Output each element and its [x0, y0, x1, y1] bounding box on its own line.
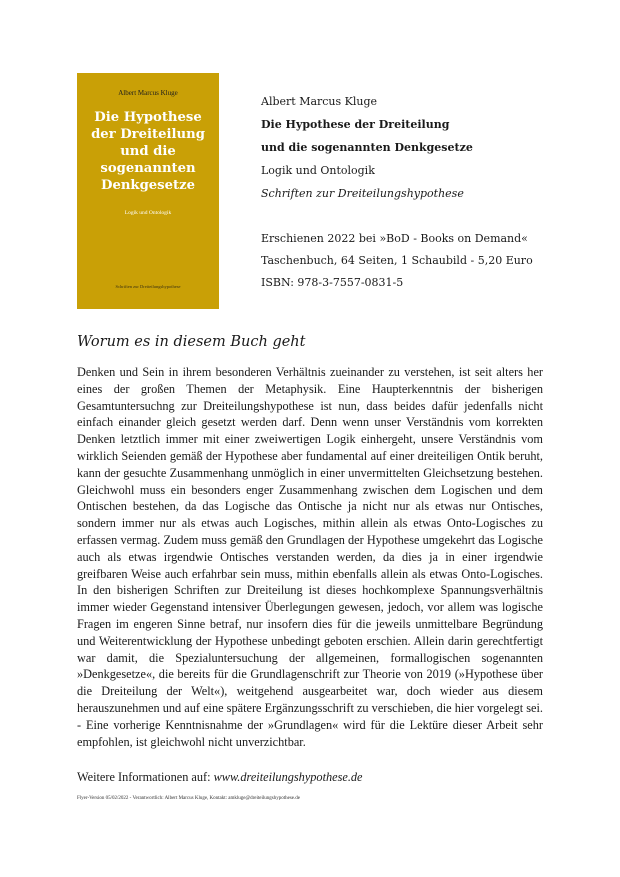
website-link[interactable]: www.dreiteilungshypothese.de [213, 770, 363, 784]
book-cover [77, 73, 219, 309]
cover-subtitle: Logik und Ontologik [124, 210, 172, 216]
section-heading: Worum es in diesem Buch geht [77, 334, 306, 350]
body-paragraph: Denken und Sein in ihrem besonderen Verhältnis zueinander zu verstehen, ist seit alters her eines der großen Themen der Metaphysik. Eine Haupterkenntnis der bisherigen Gesamtuntersuchng zur Dreiteilungshypothese ist nun, dass beides dafür jedenfalls nicht einfach einander gleich gesetzt werden darf. Denn wenn unser Verständnis vom korrekten Denken letztlich immer mit einer zweiwertigen Logik einhergeht, unsere Verständnis vom wirklich Seienden gemäß der Hypothese aber fundamental auf einer dreiteiligen Ontik beruht, kann der gesuchte Zusammenhang unmöglich in einer unvermittelten Gleichsetzung bestehen. Gleichwohl muss ein besonders enger Zusammenhang zwischen dem Logischen und dem Ontischen bestehen, da das Logische das Ontische ja nicht nur als etwas nur Ontisches, sondern immer nur als etwas auch Logisches, mithin allein als etwas Onto-Logisches zu erfassen vermag. Zudem muss gemäß den Grundlagen der Hypothese umgekehrt das Logische auch als etwas irgendwie Ontisches verstanden werden, da dies ja in einer irgendwie greifbaren Weise auch erfahrbar sein muss, mithin ebenfalls allein als etwas Onto-Logisches. In den bisherigen Schriften zur Dreiteilung ist dieses hochkomplexe Spannungsverhältnis immer wieder Gegenstand intensiver Überlegungen gewesen, jedoch, vor allem was logische Fragen im engeren Sinne betraf, nur insofern dies für die jeweils unmittelbare Begründung und Weiterentwicklung der Hypothese unbedingt geboten erschien. Allein darin gerechtfertigt war damit, die Spezialuntersuchung der allgemeinen, formallogischen sogenannten »Denkgesetze«, die bereits für die Grundlagenschrift zur Theorie von 2019 (»Hypothese über die Dreiteilung der Welt«), weitgehend ausgearbeitet war, doch wieder aus diesem herauszunehmen und auf eine spätere Ergänzungsschrift zu verschieben, die hier vorgelegt sei. - Eine vorherige Kenntnisnahme der »Grundlagen« wird für die Lektüre dieser Arbeit sehr empfohlen, ist gleichwohl nicht unverzichtbar. [77, 365, 543, 749]
more-info-label: Weitere Informationen auf: [77, 770, 214, 784]
meta-format: Taschenbuch, 64 Seiten, 1 Schaubild - 5,20 Euro [261, 254, 533, 267]
more-info [77, 770, 363, 785]
meta-published: Erschienen 2022 bei »BoD - Books on Demand« [261, 232, 528, 245]
cover-title: Die Hypothese der Dreiteilung und die sogenannten Denkgesetze [91, 110, 205, 193]
meta-author: Albert Marcus Kluge [261, 95, 378, 108]
meta-subtitle: Logik und Ontologik [261, 164, 375, 177]
meta-title-line1: Die Hypothese der Dreiteilung [261, 118, 450, 131]
footer-note: Flyer-Version 05/02/2022 - Verantwortlich: Albert Marcus Kluge, Kontakt: amkluge@dreiteilungshypothese.de [77, 796, 300, 801]
cover-author: Albert Marcus Kluge [118, 89, 178, 97]
meta-isbn: ISBN: 978-3-7557-0831-5 [261, 276, 404, 289]
meta-series: Schriften zur Dreiteilungshypothese [261, 187, 464, 200]
meta-title-line2: und die sogenannten Denkgesetze [261, 141, 473, 154]
cover-series: Schriften zur Dreiteilungshypothese [115, 284, 181, 289]
